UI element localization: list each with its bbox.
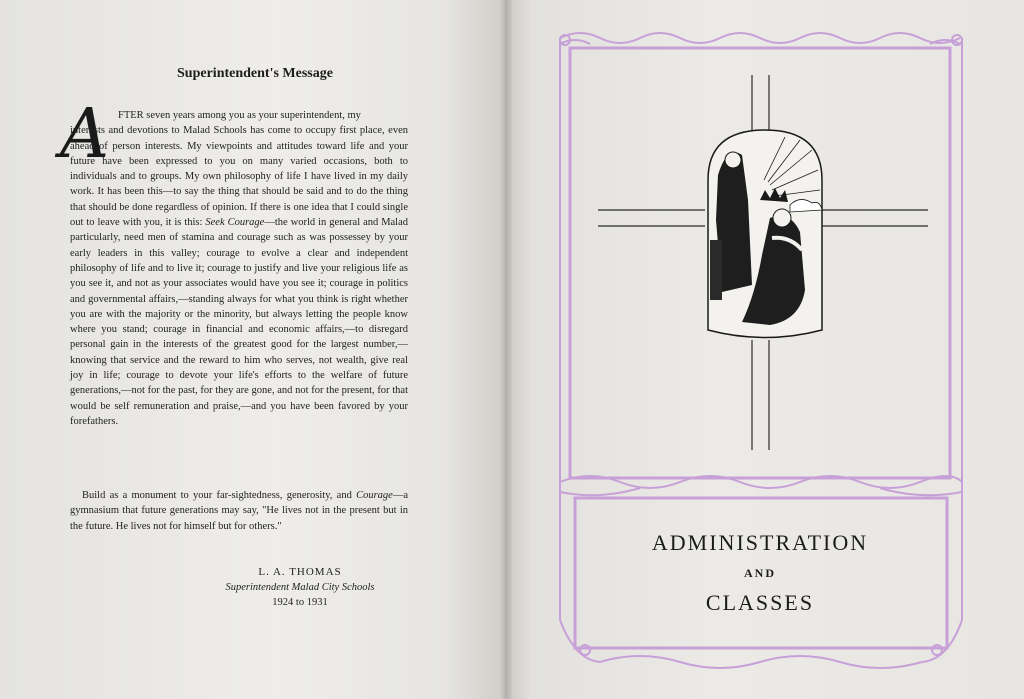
signature-title: Superintendent Malad City Schools [225, 582, 375, 593]
drop-cap: A [60, 95, 110, 174]
paragraph-text: interests and devotions to Malad Schools has come to occupy first place, even ahead of person interests. My viewpoints and attitudes toward life and your future have been expressed to you on many varied occasions, both to individuals and to groups. My own philosophy of life I have lived in my daily work. It has been this—to say the thing that should be said and to do the thing that should be done regardless of opinion. If there is one idea that I could single out to leave with you, it is this: [70, 125, 408, 229]
paragraph2-start: Build as a monument to your far-sightedness, generosity, and [82, 490, 357, 501]
section-title-administration: ADMINISTRATION [651, 530, 869, 555]
emphasis-seek-courage: Seek Courage [205, 217, 265, 229]
section-title-classes: CLASSES [705, 590, 815, 615]
first-line: FTER seven years among you as your superintendent, my [118, 110, 361, 121]
crowning-illustration [708, 130, 822, 338]
emphasis-courage: Courage [356, 490, 393, 501]
signature-name: L. A. THOMAS [258, 566, 342, 578]
page-title: Superintendent's Message [177, 66, 333, 81]
paragraph-text-continued: —the world in general and Malad particularly, need men of stamina and courage such as was possessey by your early leaders in this valley; courage to evolve a clear and independent philosophy of life and to live it; courage to justify and live your religious life as you see it, and not as your associates would have you see it; courage in politics and governmental affairs,—standing always for what you think is right whether you are with the majority or the minority, but always letting the people know where you stand; courage in financial and economic affairs,—to disregard personal gain in the interests of the greatest good for the largest number,—knowing that service and the reward to him who serves, not wealth, give real joy in life; courage to devote your life's efforts to the welfare of future generations,—not for the past, for they are gone, and not for the present, for that would be self remuneration and praise,—and you have been favored by your forefathers. [70, 217, 409, 427]
signature-years: 1924 to 1931 [272, 597, 328, 608]
paragraph2-end: —a gymnasium that future generations may say, "He lives not in the present but in the future. He lives not for himself but for others." [70, 490, 408, 532]
section-title-and: AND [744, 566, 776, 580]
